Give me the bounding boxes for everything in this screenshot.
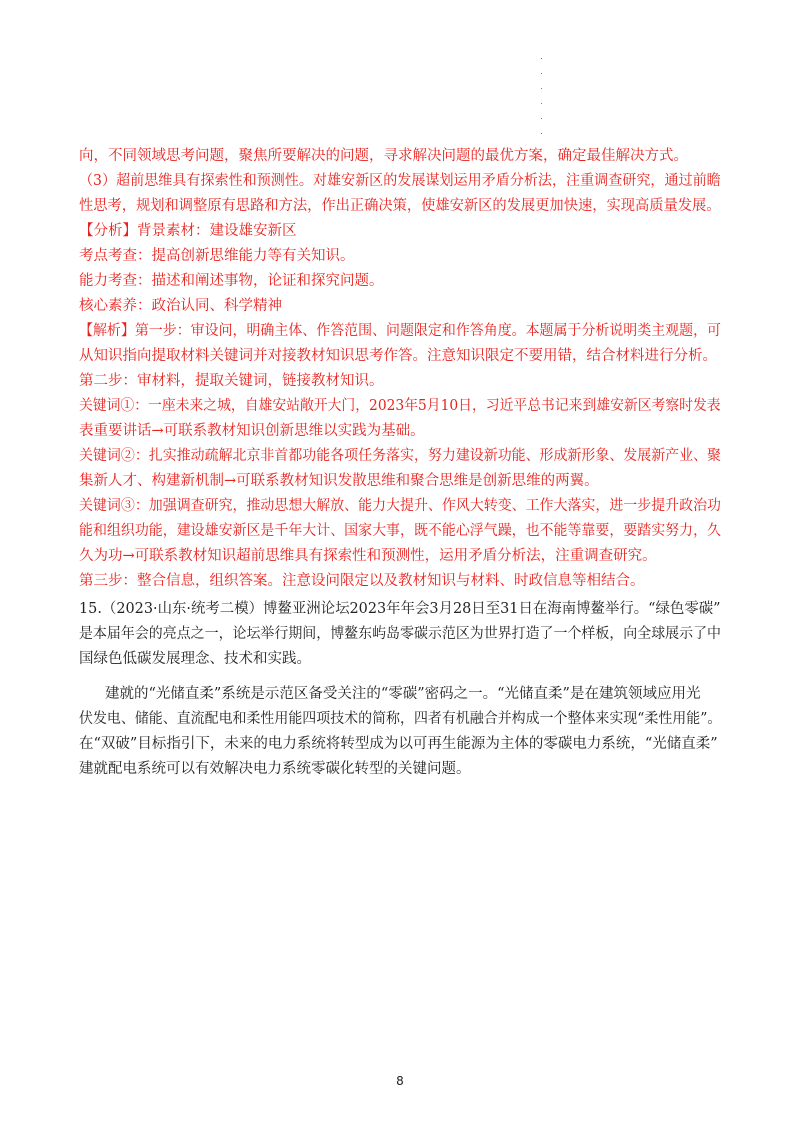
analysis-line: 核心素养：政治认同、科学精神 (79, 298, 282, 314)
question-line: 伏发电、储能、直流配电和柔性用能四项技术的简称，四者有机融合并构成一个整体来实现“柔性用能”。 (79, 711, 722, 727)
keyword-line: 表重要讲话→可联系教材知识创新思维以实践为基础。 (79, 423, 425, 439)
explanation-line: 从知识指向提取材料关键词并对接教材知识思考作答。注意知识限定不要用错，结合材料进行分析。 (79, 348, 717, 364)
answer-line: 向，不同领域思考问题，聚焦所要解决的问题，寻求解决问题的最优方案，确定最佳解决方式。 (79, 148, 688, 164)
question-line: 在“双破”目标指引下，未来的电力系统将转型成为以可再生能源为主体的零碳电力系统，“光储直柔” (79, 736, 718, 752)
keyword-line: 关键词②：扎实推动疏解北京非首都功能各项任务落实，努力建设新功能、形成新形象、发展新产业、聚 (79, 448, 721, 464)
question-line: 15.（2023·山东·统考二模）博鳌亚洲论坛2023年年会3月28日至31日在海南博鳌举行。“绿色零碳” (79, 601, 721, 617)
keyword-line: 集新人才、构建新机制→可联系教材知识发散思维和聚合思维是创新思维的两翼。 (79, 473, 599, 489)
question-line: 国绿色低碳发展理念、技术和实践。 (79, 651, 311, 667)
answer-line: 性思考，规划和调整原有思路和方法，作出正确决策，使雄安新区的发展更加快速，实现高质量发展。 (79, 198, 721, 214)
analysis-heading: 【分析】背景素材：建设雄安新区 (79, 223, 297, 239)
page-number: 8 (396, 1074, 404, 1088)
question-line: 建就的“光储直柔”系统是示范区备受关注的“零碳”密码之一。“光储直柔”是在建筑领域应用光 (105, 686, 701, 702)
keyword-line: 久为功→可联系教材知识超前思维具有探索性和预测性，运用矛盾分析法，注重调查研究。 (79, 548, 657, 564)
analysis-line: 考点考查：提高创新思维能力等有关知识。 (79, 248, 355, 264)
keyword-line: 能和组织功能，建设雄安新区是千年大计、国家大事，既不能心浮气躁，也不能等靠要，要踏实努力，久 (79, 523, 721, 539)
keyword-line: 关键词①：一座未来之城，自雄安站敞开大门，2023年5月10日，习近平总书记来到雄安新区考察时发表 (79, 398, 721, 414)
keyword-line: 关键词③：加强调查研究，推动思想大解放、能力大提升、作风大转变、工作大落实，进一步提升政治功 (79, 498, 721, 514)
margin-dots (541, 58, 547, 148)
question-line: 是本届年会的亮点之一，论坛举行期间，博鳌东屿岛零碳示范区为世界打造了一个样板，向全球展示了中 (79, 626, 721, 642)
explanation-line: 第三步：整合信息，组织答案。注意设问限定以及教材知识与材料、时政信息等相结合。 (79, 573, 645, 589)
explanation-line: 【解析】第一步：审设问，明确主体、作答范围、问题限定和作答角度。本题属于分析说明类主观题，可 (79, 323, 721, 339)
analysis-line: 能力考查：描述和阐述事物，论证和探究问题。 (79, 273, 384, 289)
answer-line: （3）超前思维具有探索性和预测性。对雄安新区的发展谋划运用矛盾分析法，注重调查研究，通过前瞻 (79, 173, 721, 189)
question-line: 建就配电系统可以有效解决电力系统零碳化转型的关键问题。 (79, 761, 471, 777)
explanation-line: 第二步：审材料，提取关键词，链接教材知识。 (79, 373, 384, 389)
